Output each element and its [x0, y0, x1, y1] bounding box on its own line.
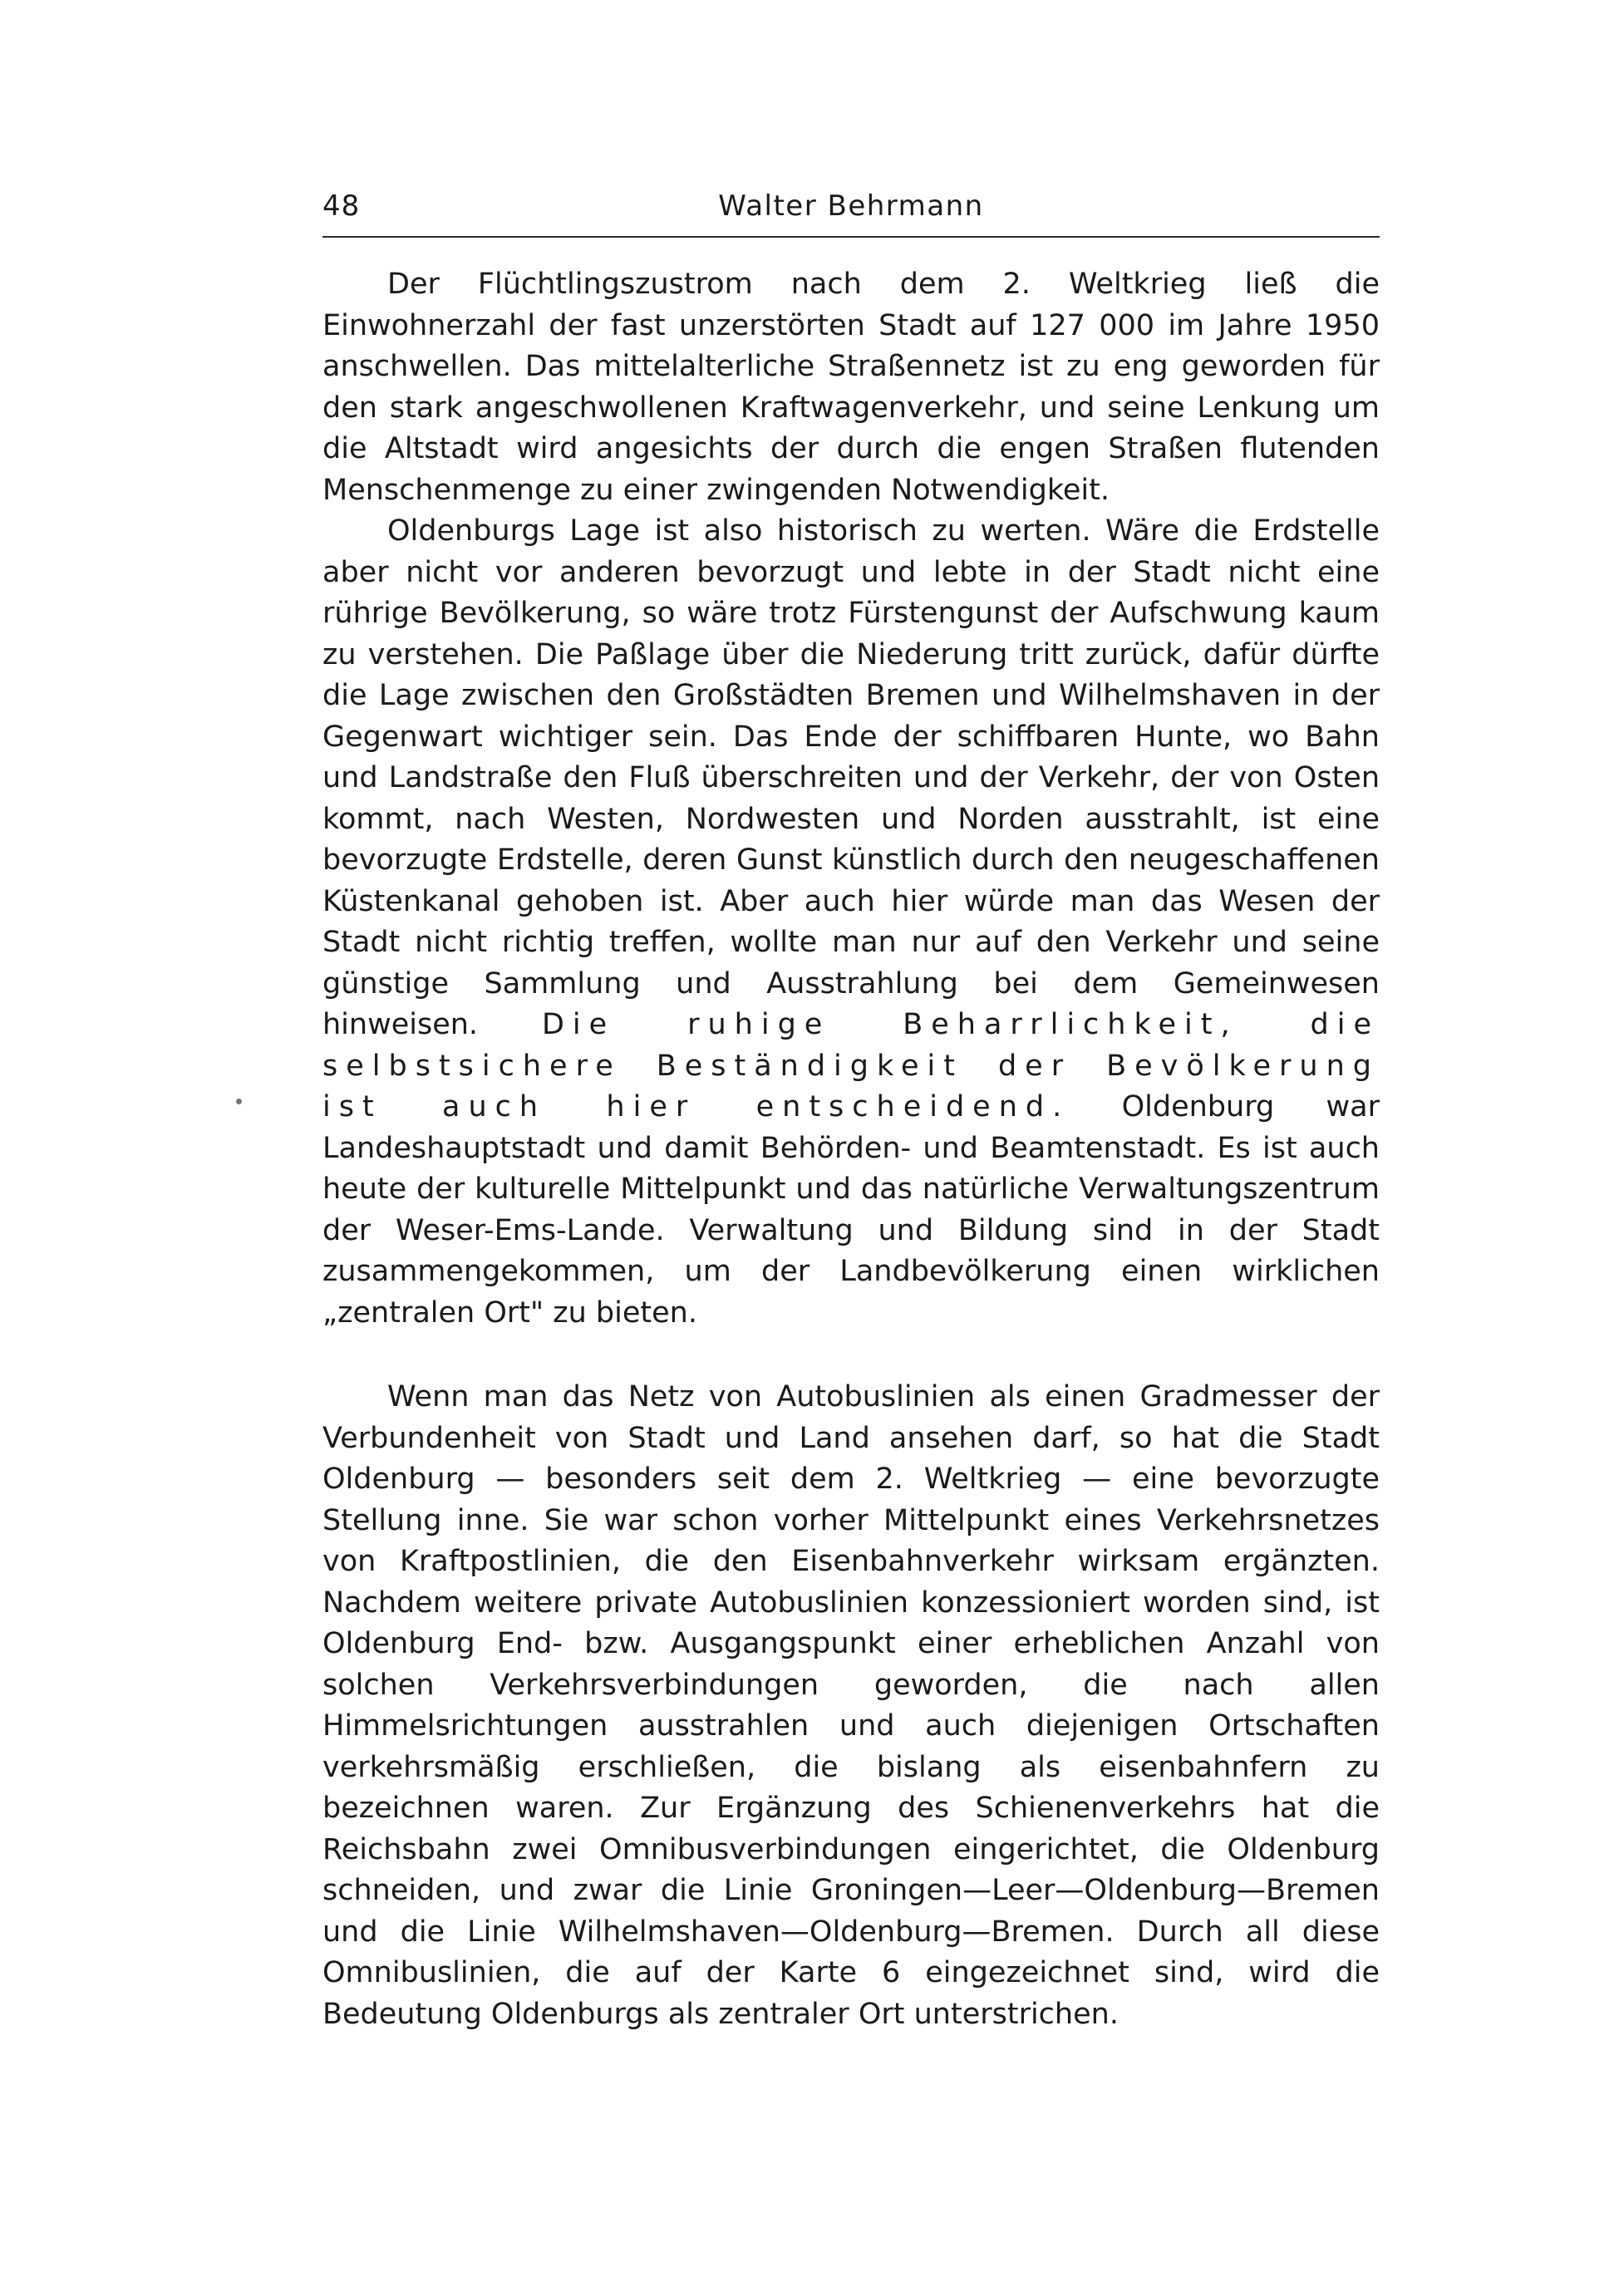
paragraph-bus-lines: Wenn man das Netz von Autobuslinien als einen Gradmesser der Verbundenheit von Stadt und Land ansehen darf, so hat die Stadt Oldenburg — besonders seit dem 2. Weltkrieg — eine bevorzugte Stellung inne. Sie war schon vorher Mittelpunkt eines Verkehrsnetzes von Kraftpostlinien, die den Eisenbahnverkehr wirksam ergänzten. Nachdem weitere private Autobuslinien konzessioniert worden sind, ist Oldenburg End- bzw. Ausgangspunkt einer erheblichen Anzahl von solchen Verkehrsverbindungen geworden, die nach allen Himmelsrichtungen ausstrahlen und auch diejenigen Ortschaften verkehrsmäßig erschließen, die bislang als eisenbahnfern zu bezeichnen waren. Zur Ergänzung des Schienenverkehrs hat die Reichsbahn zwei Omnibusverbindungen eingerichtet, die Oldenburg schneiden, und zwar die Linie Groningen—Leer—Oldenburg—Bremen und die Linie Wilhelmshaven—Oldenburg—Bremen. Durch all diese Omnibuslinien, die auf der Karte 6 eingezeichnet sind, wird die Bedeutung Oldenburgs als zentraler Ort unterstrichen.	[322, 1380, 1380, 2031]
margin-dot-mark	[236, 1099, 242, 1104]
paragraph-spacer	[322, 1334, 1380, 1377]
running-head-author: Walter Behrmann	[718, 189, 984, 223]
paragraph-refugee-influx: Der Flüchtlingszustrom nach dem 2. Weltkrieg ließ die Einwohnerzahl der fast unzerstörten Stadt auf 127 000 im Jahre 1950 anschwellen. Das mittelalterliche Straßennetz ist zu eng geworden für den stark angeschwollenen Kraftwagenverkehr, und seine Lenkung um die Altstadt wird angesichts der durch die engen Straßen flutenden Menschenmenge zu einer zwingenden Notwendigkeit.	[322, 268, 1380, 507]
paragraph-location-history	[322, 511, 1380, 1334]
page-header	[322, 186, 1380, 238]
paragraph-location-text: Oldenburgs Lage ist also historisch zu werten. Wäre die Erdstelle aber nicht vor anderen bevorzugt und lebte in der Stadt nicht eine rührige Bevölkerung, so wäre trotz Fürstengunst der Aufschwung kaum zu verstehen. Die Paßlage über die Niederung tritt zurück, dafür dürfte die Lage zwischen den Großstädten Bremen und Wilhelmshaven in der Gegenwart wichtiger sein. Das Ende der schiffbaren Hunte, wo Bahn und Landstraße den Fluß überschreiten und der Verkehr, der von Osten kommt, nach Westen, Nordwesten und Norden ausstrahlt, ist eine bevorzugte Erdstelle, deren Gunst künstlich durch den neugeschaffenen Küstenkanal gehoben ist. Aber auch hier würde man das Wesen der Stadt nicht richtig treffen, wollte man nur auf den Verkehr und seine günstige Sammlung und Ausstrahlung bei dem Gemeinwesen hinweisen.	[322, 514, 1380, 1041]
page-number: 48	[322, 189, 361, 223]
paragraph-location-continued: Oldenburg war Landeshauptstadt und damit Behörden- und Beamtenstadt. Es ist auch heute der kulturelle Mittelpunkt und das natürliche Verwaltungszentrum der Weser-Ems-Lande. Verwaltung und Bildung sind in der Stadt zusammengekommen, um der Landbevölkerung einen wirklichen „zentralen Ort" zu bieten.	[322, 1090, 1380, 1330]
spaced-emphasis-text: Die ruhige Beharrlichkeit, die selbstsichere Beständigkeit der Bevölkerung ist auch hier entscheidend.	[322, 1008, 1380, 1123]
body-text	[322, 264, 1380, 2035]
